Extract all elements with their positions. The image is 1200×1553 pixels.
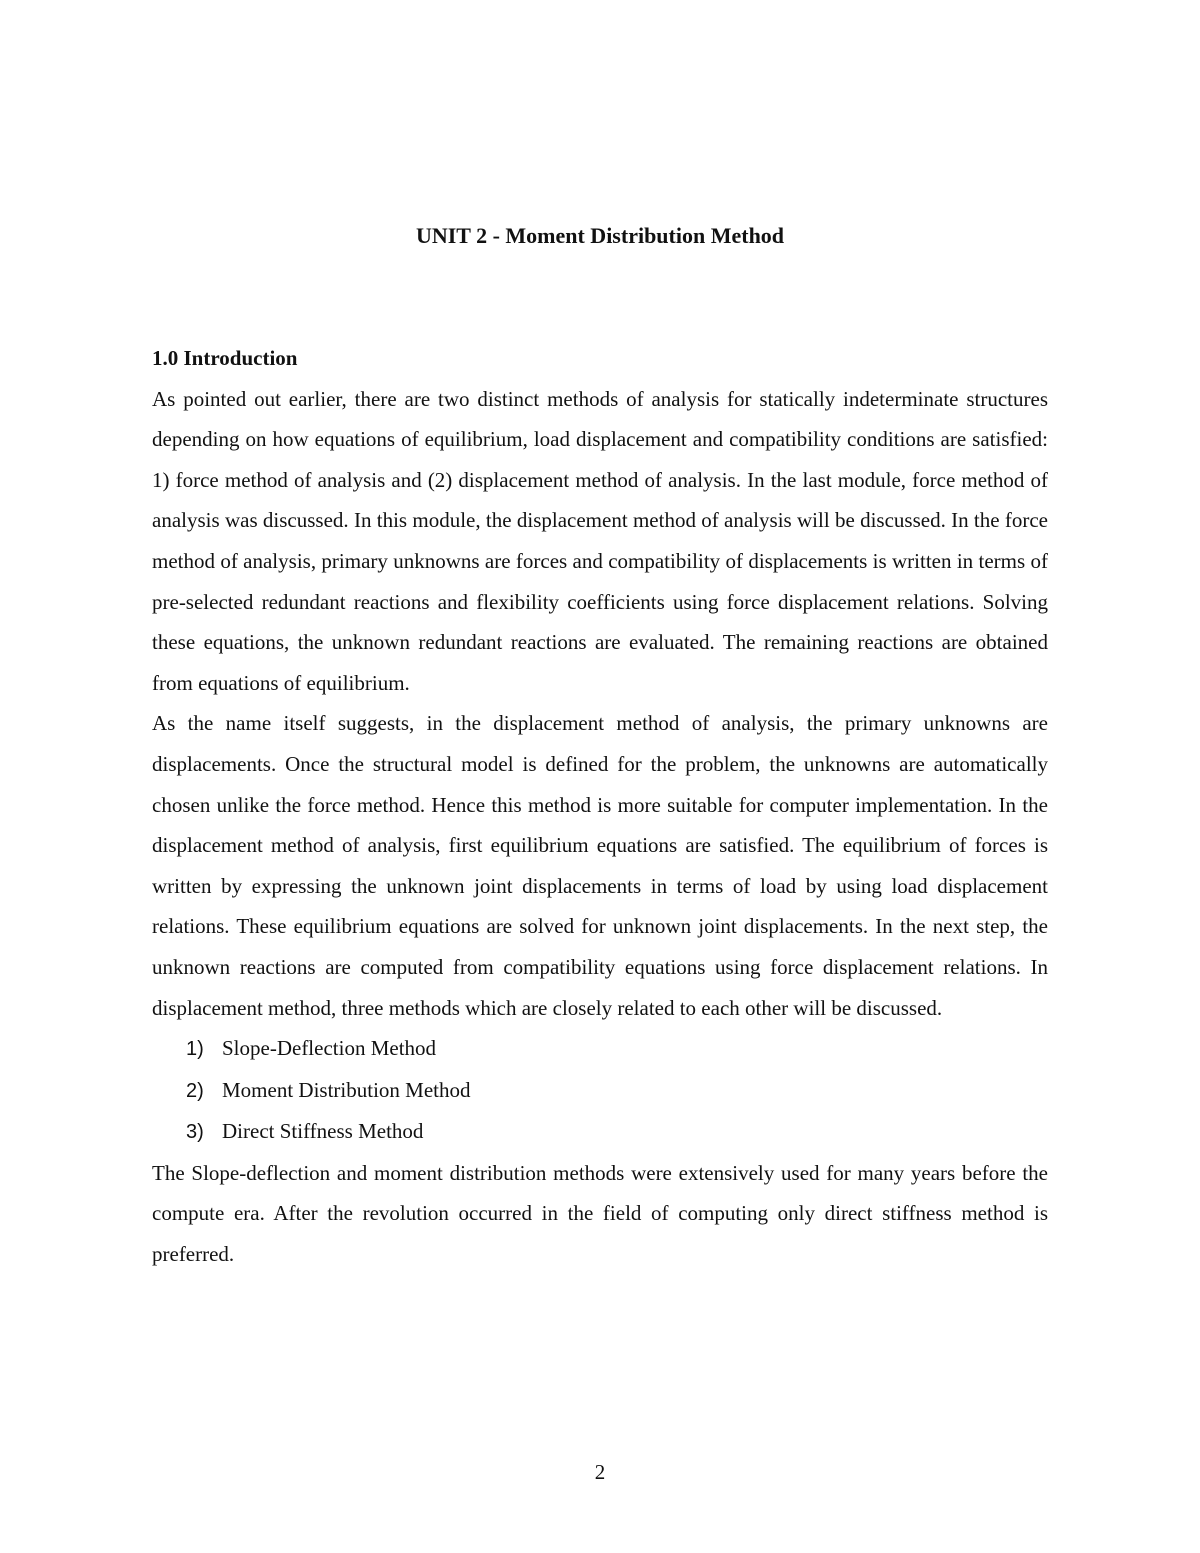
list-item-number: 1) xyxy=(186,1038,204,1061)
method-list xyxy=(152,1028,1048,1153)
list-item-number: 3) xyxy=(186,1121,204,1144)
list-item-label: Moment Distribution Method xyxy=(222,1077,471,1102)
intro-paragraph-2: As the name itself suggests, in the displacement method of analysis, the primary unknowns are displacements. Once the structural model is defined for the problem, the unknowns are automatically chosen unlike the force method. Hence this method is more suitable for computer implementation. In the displacement method of analysis, first equilibrium equations are satisfied. The equilibrium of forces is written by expressing the unknown joint displacements in terms of load by using load displacement relations. These equilibrium equations are solved for unknown joint displacements. In the next step, the unknown reactions are computed from compatibility equations using force displacement relations. In displacement method, three methods which are closely related to each other will be discussed. xyxy=(152,711,1048,1020)
document-title: UNIT 2 - Moment Distribution Method xyxy=(415,223,785,248)
page-number: 2 xyxy=(594,1460,606,1484)
intro-paragraph-1: As pointed out earlier, there are two distinct methods of analysis for statically indeterminate structures depending on how equations of equilibrium, load displacement and compatibility conditions are satisfied: 1) force method of analysis and (2) displacement method of analysis. In the last module, force method of analysis was discussed. In this module, the displacement method of analysis will be discussed. In the force method of analysis, primary unknowns are forces and compatibility of displacements is written in terms of pre-selected redundant reactions and flexibility coefficients using force displacement relations. Solving these equations, the unknown redundant reactions are evaluated. The remaining reactions are obtained from equations of equilibrium. xyxy=(152,386,1048,695)
document-body xyxy=(152,338,1048,1275)
list-item-label: Direct Stiffness Method xyxy=(222,1119,424,1144)
section-heading: 1.0 Introduction xyxy=(152,346,298,370)
list-item-label: Slope-Deflection Method xyxy=(222,1036,437,1061)
list-item xyxy=(186,1070,1048,1112)
list-item xyxy=(186,1111,1048,1153)
list-item xyxy=(186,1028,1048,1070)
list-item-number: 2) xyxy=(186,1079,204,1102)
closing-paragraph: The Slope-deflection and moment distribution methods were extensively used for many years before the compute era. After the revolution occurred in the field of computing only direct stiffness method is preferred. xyxy=(152,1160,1048,1267)
